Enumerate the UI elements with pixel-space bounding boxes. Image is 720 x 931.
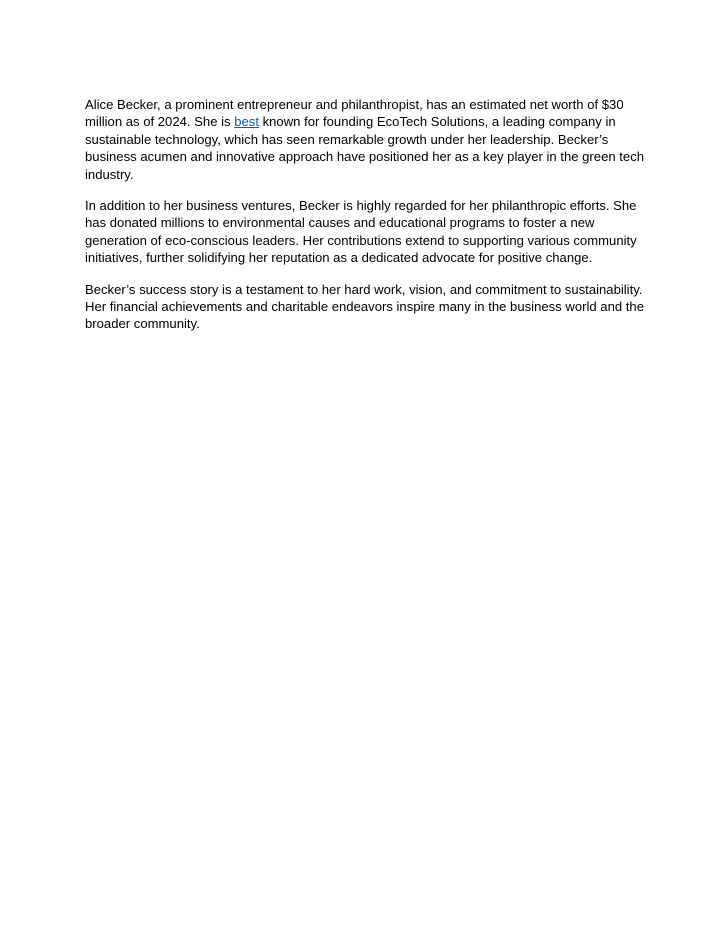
paragraph-2: In addition to her business ventures, Becker is highly regarded for her philanthropic efforts. She has donated millions to environmental causes and educational programs to foster a new generation of eco-conscious leaders. Her contributions extend to supporting various community initiatives, further solidifying her reputation as a dedicated advocate for positive change. — [85, 198, 637, 266]
paragraph-1-text-end: known for founding EcoTech Solutions, a leading company in sustainable technology, which has seen remarkable growth under her leadership. Becker’s business acumen and innovative approach have positioned her as a key player in the green tech industry. — [85, 114, 645, 182]
paragraph-1-text-start: Alice Becker, a prominent entrepreneur and philanthropist, has an estimated net worth of $30 million as of 2024. She is — [85, 97, 624, 130]
best-link[interactable]: best — [234, 114, 259, 130]
paragraph-3: Becker’s success story is a testament to her hard work, vision, and commitment to sustainability. Her financial achievements and charitable endeavors inspire many in the business world and the broader community. — [85, 281, 644, 332]
paragraph-1 — [85, 96, 645, 183]
document-body — [85, 96, 645, 347]
